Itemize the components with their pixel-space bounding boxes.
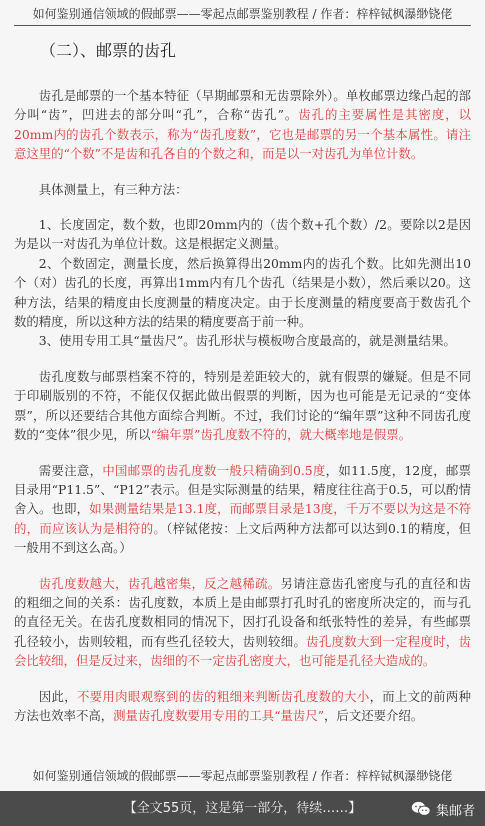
highlighted-text: “编年票”齿孔度数不符的，就大概率地是假票。 (150, 427, 412, 443)
section-title: （二）、邮票的齿孔 (40, 41, 177, 60)
highlighted-text: 中国邮票的齿孔度数一般只精确到0.5度 (102, 462, 326, 478)
highlighted-text: 齿孔的主要属性是其密度，以20mm内的齿孔个数表示，称为“齿孔度数”，它也是邮票的另一个基本属性。请注意这里的“个数”不是齿和孔各自的个数之和，而是以一对齿孔为单位计数。 (14, 107, 471, 162)
text-segment: （梓铽佬按：上文后两种方法都可以达到0.1的精度，但一般用不到这么高。） (14, 520, 472, 556)
paragraph (14, 574, 471, 671)
paragraph (14, 180, 471, 199)
text-segment: 3、使用专用工具“量齿尺”。齿孔形状与模板吻合度最高的，就是测量结果。 (38, 333, 456, 349)
text-segment: 齿孔度数与邮票档案不符的，特别是差距较大的，就有假票的嫌疑。但是不同于印刷版别的不符，不能仅仅据此做出假票的判断，因为也可能是无记录的“变体票”，所以还要结合其他方面综合判断。不过，我们讨论的“编年票”这种不同齿孔度数的“变体”很少见，所以 (14, 368, 471, 443)
paragraph (14, 687, 471, 726)
highlighted-text: 不要用肉眼观察到的齿的粗细来判断齿孔度数的大小 (76, 688, 370, 704)
text-segment: 齿孔是邮票的一个基本特征（早期邮票和无齿票除外）。单枚邮票边缘凸起的部分叫“齿”，凹进去的部分叫“孔”，合称“齿孔”。 (14, 88, 471, 123)
text-segment: 2、个数固定，测量长度，然后换算得出20mm内的齿孔个数。比如先测出10个（对）齿孔的长度，再算出1mm内有几个齿孔（结果是小数），然后乘以20。这种方法，结果的精度由长度测量的精度决定。由于长度测量的精度要高于数齿孔个数的精度，所以这种方法的结果的精度要高于前一种。 (14, 255, 471, 330)
paragraph (14, 254, 471, 332)
text-segment: ，如11.5度，12度，邮票目录用“P11.5”、“P12”表示。但是实际测量的结果，精度往往高于0.5，可以酌情舍入。也即， (14, 462, 471, 517)
text-segment: ，而上文的前两种方法也效率不高， (14, 688, 472, 723)
text-segment: 因此， (38, 688, 77, 704)
running-footer: 如何鉴别通信领域的假邮票——零起点邮票鉴别教程 / 作者：梓梓铽枫瀑缈铙佬 (32, 769, 453, 783)
paragraph (14, 86, 471, 164)
highlighted-text: 齿孔度数越大，齿孔越密集，反之越稀疏。 (38, 575, 281, 591)
highlighted-text: 测量齿孔度数要用专用的工具“量齿尺” (113, 707, 325, 723)
header-rule (14, 25, 471, 26)
watermark (411, 799, 475, 819)
text-segment: 需要注意， (38, 462, 103, 478)
paragraph (14, 331, 471, 350)
banner-bar (0, 791, 485, 826)
text-segment: 另请注意齿孔密度与孔的直径和齿的粗细之间的关系：齿孔度数，本质上是由邮票打孔时孔的密度所决定的，而与孔的直径无关。在齿孔度数相同的情况下，因打孔设备和纸张特性的差异，有些邮票孔径较小，齿则较粗，而有些孔径较大，齿则较细。 (14, 575, 472, 649)
banner-text: 【全文55页，这是第一部分，待续……】 (123, 801, 362, 816)
paragraph (14, 367, 471, 445)
running-header: 如何鉴别通信领域的假邮票——零起点邮票鉴别教程 / 作者：梓梓铽枫瀑缈铙佬 (32, 7, 453, 21)
wechat-bubble-icon (411, 800, 431, 818)
watermark-label: 集邮者 (435, 803, 475, 819)
text-segment: ，后文还要介绍。 (324, 707, 424, 723)
highlighted-text: 齿孔度数大到一定程度时，齿会比较细，但是反过来，齿细的不一定齿孔密度大，也可能是孔径大造成的。 (14, 633, 471, 669)
text-segment: 具体测量上，有三种方法： (38, 181, 188, 197)
text-segment: 1、长度固定，数个数，也即20mm内的（齿个数+孔个数）/2。要除以2是因为是以一对齿孔为单位计数。这是根据定义测量。 (14, 217, 471, 252)
paragraph (14, 215, 471, 254)
paragraph (14, 461, 471, 558)
body-text (14, 86, 471, 741)
highlighted-text: 如果测量结果是13.1度，而邮票目录是13度，千万不要以为这是不符的，而应该认为是相符的。 (14, 501, 472, 536)
